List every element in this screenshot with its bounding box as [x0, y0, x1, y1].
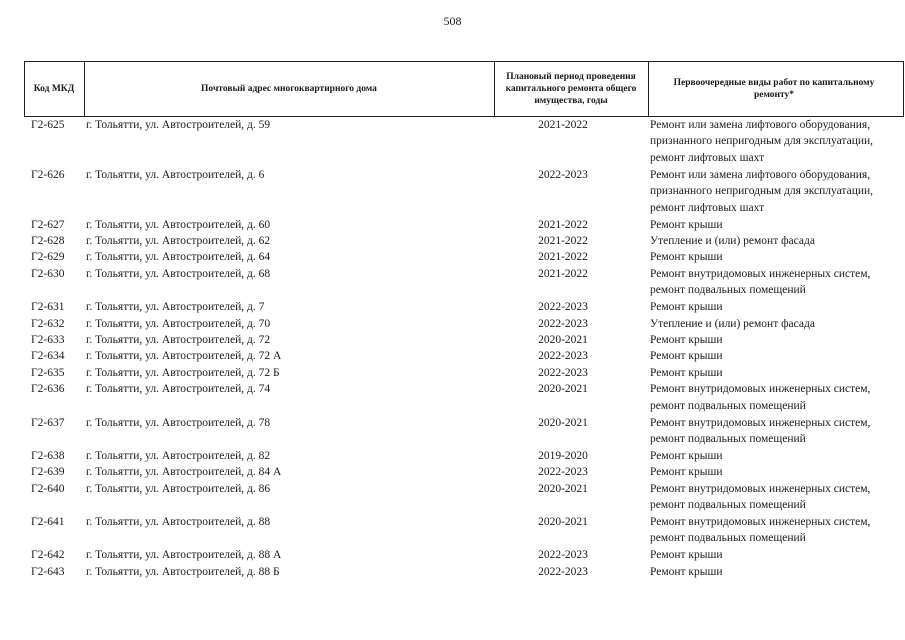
- works-cell: Ремонт внутридомовых инженерных систем, ремонт подвальных помещений: [650, 383, 871, 412]
- period-cell: 2021-2022: [538, 119, 588, 131]
- table-row: [24, 415, 904, 448]
- header-divider: [494, 62, 495, 116]
- period-cell: 2019-2020: [538, 449, 588, 462]
- table-row: [24, 547, 904, 563]
- period-cell: 2020-2021: [538, 416, 588, 429]
- mkd-code: Г2-631: [31, 301, 65, 314]
- table-row: [24, 233, 904, 249]
- works-cell: Ремонт крыши: [650, 466, 723, 479]
- works-cell: Ремонт крыши: [650, 218, 723, 231]
- works-cell: Ремонт или замена лифтового оборудования, признанного непригодным для эксплуатации, ремонт лифтовых шахт: [650, 119, 874, 164]
- mkd-code: Г2-642: [31, 549, 65, 562]
- period-cell: 2022-2023: [538, 168, 588, 181]
- capital-repair-table: [24, 61, 904, 580]
- mkd-code: Г2-626: [31, 168, 65, 181]
- period-cell: 2022-2023: [538, 366, 588, 379]
- address-cell: г. Тольятти, ул. Автостроителей, д. 6: [86, 168, 265, 181]
- table-body: [24, 117, 904, 580]
- header-address: Почтовый адрес многоквартирного дома: [201, 84, 377, 94]
- works-cell: Ремонт крыши: [650, 333, 723, 346]
- mkd-code: Г2-633: [31, 333, 65, 346]
- period-cell: 2022-2023: [538, 317, 588, 330]
- table-row: [24, 316, 904, 332]
- mkd-code: Г2-639: [31, 466, 65, 479]
- table-row: [24, 217, 904, 233]
- works-cell: Ремонт крыши: [650, 251, 723, 264]
- mkd-code: Г2-629: [31, 251, 65, 264]
- mkd-code: Г2-627: [31, 218, 65, 231]
- period-cell: 2021-2022: [538, 267, 588, 280]
- address-cell: г. Тольятти, ул. Автостроителей, д. 62: [86, 234, 271, 247]
- mkd-code: Г2-630: [31, 267, 65, 280]
- works-cell: Ремонт или замена лифтового оборудования, признанного непригодным для эксплуатации, ремонт лифтовых шахт: [650, 168, 874, 214]
- mkd-code: Г2-632: [31, 317, 65, 330]
- address-cell: г. Тольятти, ул. Автостроителей, д. 82: [86, 449, 271, 462]
- header-code: Код МКД: [33, 84, 75, 94]
- period-cell: 2022-2023: [538, 466, 588, 479]
- mkd-code: Г2-636: [31, 383, 65, 396]
- works-cell: Ремонт крыши: [650, 449, 723, 462]
- works-cell: Утепление и (или) ремонт фасада: [650, 234, 815, 247]
- period-cell: 2021-2022: [538, 251, 588, 264]
- address-cell: г. Тольятти, ул. Автостроителей, д. 86: [86, 482, 271, 495]
- table-row: [24, 381, 904, 414]
- address-cell: г. Тольятти, ул. Автостроителей, д. 70: [86, 317, 271, 330]
- table-row: [24, 117, 904, 167]
- works-cell: Ремонт крыши: [650, 549, 723, 562]
- works-cell: Ремонт крыши: [650, 366, 723, 379]
- table-row: [24, 481, 904, 514]
- address-cell: г. Тольятти, ул. Автостроителей, д. 84 А: [86, 466, 282, 479]
- works-cell: Ремонт крыши: [650, 350, 723, 363]
- works-cell: Ремонт крыши: [650, 565, 723, 578]
- table-row: [24, 365, 904, 381]
- table-row: [24, 249, 904, 265]
- period-cell: 2022-2023: [538, 565, 588, 578]
- works-cell: Ремонт внутридомовых инженерных систем, ремонт подвальных помещений: [650, 482, 871, 512]
- table-row: [24, 332, 904, 348]
- address-cell: г. Тольятти, ул. Автостроителей, д. 68: [86, 267, 271, 280]
- works-cell: Утепление и (или) ремонт фасада: [650, 317, 815, 330]
- header-divider: [648, 62, 649, 116]
- table-header: [24, 61, 904, 117]
- header-works: Первоочередные виды работ по капитальному ремонту*: [673, 78, 875, 100]
- table-row: [24, 448, 904, 464]
- mkd-code: Г2-628: [31, 234, 65, 247]
- period-cell: 2022-2023: [538, 350, 588, 363]
- address-cell: г. Тольятти, ул. Автостроителей, д. 88 А: [86, 549, 282, 562]
- period-cell: 2022-2023: [538, 301, 588, 314]
- header-period: Плановый период проведения капитального ремонта общего имущества, годы: [505, 72, 637, 106]
- mkd-code: Г2-637: [31, 416, 65, 429]
- address-cell: г. Тольятти, ул. Автостроителей, д. 88 Б: [86, 565, 280, 578]
- mkd-code: Г2-643: [31, 565, 65, 578]
- address-cell: г. Тольятти, ул. Автостроителей, д. 7: [86, 301, 265, 314]
- table-row: [24, 299, 904, 315]
- address-cell: г. Тольятти, ул. Автостроителей, д. 74: [86, 383, 271, 396]
- works-cell: Ремонт внутридомовых инженерных систем, ремонт подвальных помещений: [650, 267, 871, 297]
- period-cell: 2022-2023: [538, 549, 588, 562]
- period-cell: 2020-2021: [538, 333, 588, 346]
- header-divider: [903, 62, 904, 116]
- mkd-code: Г2-638: [31, 449, 65, 462]
- mkd-code: Г2-635: [31, 366, 65, 379]
- address-cell: г. Тольятти, ул. Автостроителей, д. 78: [86, 416, 271, 429]
- mkd-code: Г2-625: [31, 119, 65, 131]
- address-cell: г. Тольятти, ул. Автостроителей, д. 72 А: [86, 350, 282, 363]
- address-cell: г. Тольятти, ул. Автостроителей, д. 88: [86, 516, 271, 529]
- mkd-code: Г2-640: [31, 482, 65, 495]
- address-cell: г. Тольятти, ул. Автостроителей, д. 64: [86, 251, 271, 264]
- table-row: [24, 464, 904, 480]
- period-cell: 2020-2021: [538, 383, 588, 396]
- works-cell: Ремонт внутридомовых инженерных систем, ремонт подвальных помещений: [650, 416, 871, 445]
- period-cell: 2021-2022: [538, 234, 588, 247]
- address-cell: г. Тольятти, ул. Автостроителей, д. 72 Б: [86, 366, 280, 379]
- table-row: [24, 167, 904, 217]
- address-cell: г. Тольятти, ул. Автостроителей, д. 72: [86, 333, 271, 346]
- works-cell: Ремонт внутридомовых инженерных систем, ремонт подвальных помещений: [650, 516, 871, 545]
- table-row: [24, 564, 904, 580]
- address-cell: г. Тольятти, ул. Автостроителей, д. 60: [86, 218, 271, 231]
- mkd-code: Г2-634: [31, 350, 65, 363]
- address-cell: г. Тольятти, ул. Автостроителей, д. 59: [86, 119, 271, 131]
- mkd-code: Г2-641: [31, 516, 65, 529]
- period-cell: 2020-2021: [538, 516, 588, 529]
- period-cell: 2020-2021: [538, 482, 588, 495]
- table-row: [24, 266, 904, 299]
- page-number: 508: [443, 14, 462, 28]
- table-row: [24, 514, 904, 547]
- table-row: [24, 348, 904, 364]
- period-cell: 2021-2022: [538, 218, 588, 231]
- works-cell: Ремонт крыши: [650, 301, 723, 314]
